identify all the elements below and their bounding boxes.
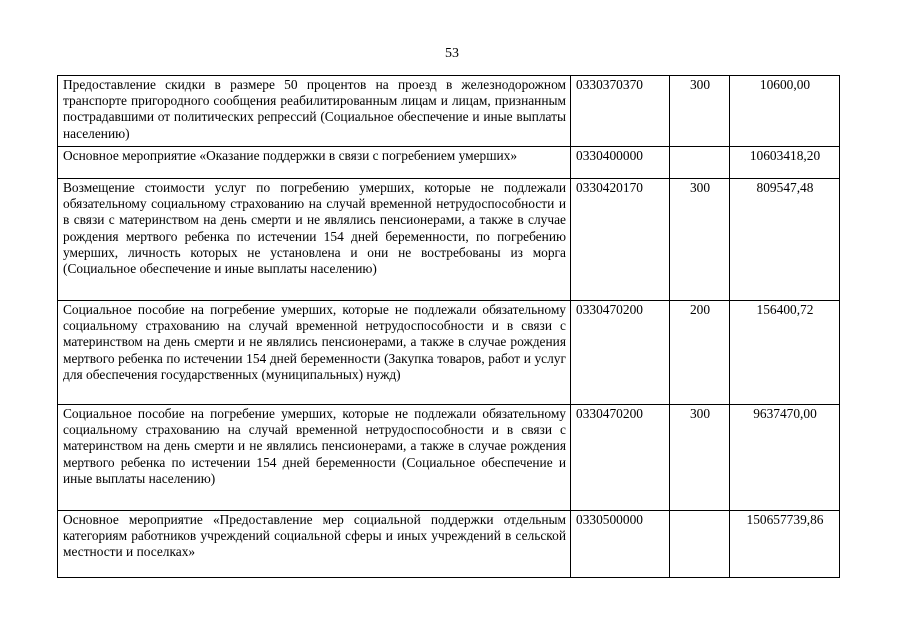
row-expense-type: 300 [670,405,730,511]
table-row [58,301,840,405]
row-target-code: 0330500000 [571,511,670,578]
row-target-code: 0330470200 [571,301,670,405]
row-amount: 10603418,20 [730,147,840,179]
row-amount: 150657739,86 [730,511,840,578]
row-description: Возмещение стоимости услуг по погребению умерших, которые не подлежали обязательному социальному страхованию на случай временной нетрудоспособности и в связи с материнством на день смерти и не являлись пенсионерами, а также в случае рождения мертвого ребенка по истечении 154 дней беременности, по погребению умерших, личность которых не установлена и они не востребованы из морга (Социальное обеспечение и иные выплаты населению) [58,179,571,301]
row-expense-type: 300 [670,179,730,301]
row-description: Основное мероприятие «Оказание поддержки в связи с погребением умерших» [58,147,571,179]
row-expense-type: 300 [670,76,730,147]
table-row [58,179,840,301]
row-target-code: 0330420170 [571,179,670,301]
row-description: Социальное пособие на погребение умерших, которые не подлежали обязательному социальному страхованию на случай временной нетрудоспособности и в связи с материнством на день смерти и не являлись пенсионерами, а также в случае рождения мертвого ребенка по истечении 154 дней беременности (Социальное обеспечение и иные выплаты населению) [58,405,571,511]
row-target-code: 0330370370 [571,76,670,147]
row-description: Предоставление скидки в размере 50 процентов на проезд в железнодорожном транспорте пригородного сообщения реабилитированным лицам и лицам, признанным пострадавшими от политических репрессий (Социальное обеспечение и иные выплаты населению) [58,76,571,147]
budget-table [57,75,840,578]
table-row [58,511,840,578]
row-target-code: 0330400000 [571,147,670,179]
row-target-code: 0330470200 [571,405,670,511]
row-description: Основное мероприятие «Предоставление мер социальной поддержки отдельным категориям работников учреждений социальной сферы и иных учреждений в сельской местности и поселках» [58,511,571,578]
row-expense-type: 200 [670,301,730,405]
row-description: Социальное пособие на погребение умерших, которые не подлежали обязательному социальному страхованию на случай временной нетрудоспособности и в связи с материнством на день смерти и не являлись пенсионерами, а также в случае рождения мертвого ребенка по истечении 154 дней беременности (Закупка товаров, работ и услуг для обеспечения государственных (муниципальных) нужд) [58,301,571,405]
row-expense-type [670,147,730,179]
row-amount: 9637470,00 [730,405,840,511]
row-amount: 10600,00 [730,76,840,147]
row-amount: 156400,72 [730,301,840,405]
table-row [58,147,840,179]
row-expense-type [670,511,730,578]
table-row [58,405,840,511]
row-amount: 809547,48 [730,179,840,301]
table-row [58,76,840,147]
page-number: 53 [445,46,459,61]
